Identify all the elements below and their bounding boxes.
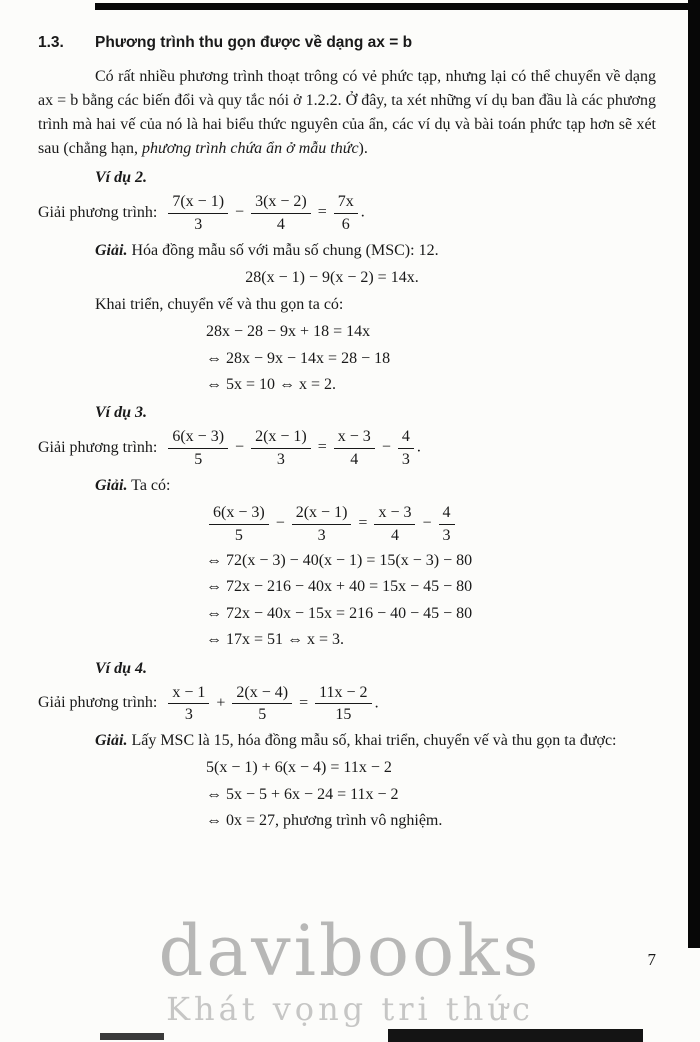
fraction: [398, 427, 414, 469]
section-heading: [38, 34, 656, 52]
scan-artifact-bottom-mark: [100, 1033, 164, 1040]
fraction-denominator: 3: [184, 706, 193, 724]
fraction-numerator: 4: [439, 503, 455, 525]
solution-label: Giải.: [95, 477, 128, 495]
math-line: [206, 784, 656, 806]
intro-italic-text: phương trình chứa ẩn ở mẫu thức: [141, 140, 359, 157]
problem-label: Giải phương trình:: [38, 438, 162, 456]
fraction-numerator: 3(x − 2): [251, 192, 311, 214]
scan-artifact-top-edge: [95, 3, 700, 10]
fraction: [439, 503, 455, 545]
math-text: ⇔ 72x − 216 − 40x + 40 = 15x − 45 − 80: [206, 578, 473, 596]
fraction-denominator: 5: [234, 527, 243, 545]
fraction-numerator: 2(x − 1): [292, 503, 352, 525]
example-block: [38, 169, 656, 396]
example-block: [38, 404, 656, 651]
step-text-line: Khai triển, chuyển vế và thu gọn ta có:: [95, 296, 344, 314]
example-block: [38, 660, 656, 833]
fraction: [209, 503, 269, 545]
fraction-denominator: 4: [390, 527, 399, 545]
math-text: −: [418, 514, 436, 532]
math-line: [206, 502, 656, 546]
fraction-numerator: 6(x − 3): [209, 503, 269, 525]
math-line: [206, 629, 656, 651]
fraction: [251, 192, 311, 234]
solution-text: Hóa đồng mẫu số với mẫu số chung (MSC): 12.: [127, 241, 439, 259]
math-line: [206, 757, 656, 779]
fraction-denominator: 3: [401, 451, 410, 469]
math-text: 5(x − 1) + 6(x − 4) = 11x − 2: [206, 759, 392, 777]
math-line: [206, 374, 656, 396]
math-text: ⇔ 72x − 40x − 15x = 216 − 40 − 45 − 80: [206, 604, 473, 622]
fraction-numerator: 2(x − 1): [251, 427, 311, 449]
watermark-slogan-text: Khát vọng tri thức: [166, 990, 534, 1028]
math-line: [206, 550, 656, 572]
fraction: [168, 427, 228, 469]
fraction-denominator: 15: [335, 706, 352, 724]
math-text: −: [231, 438, 249, 456]
math-text: =: [354, 514, 372, 532]
solution-label: Giải.: [95, 241, 128, 259]
section-title: Phương trình thu gọn được về dạng ax = b: [95, 34, 413, 51]
math-text: =: [295, 694, 313, 712]
fraction: [334, 427, 375, 469]
fraction-numerator: x − 1: [168, 683, 209, 705]
solution-label: Giải.: [95, 732, 128, 750]
problem-line: [38, 191, 656, 235]
fraction-denominator: 3: [442, 527, 451, 545]
solution-paragraph: [38, 239, 656, 263]
math-text: ⇔ 72(x − 3) − 40(x − 1) = 15(x − 3) − 80: [206, 552, 473, 569]
math-line: [38, 267, 626, 289]
fraction-denominator: 3: [317, 527, 326, 545]
math-text: −: [271, 514, 289, 532]
fraction-numerator: 11x − 2: [315, 683, 371, 705]
intro-text-1: Có rất nhiều phương trình thoạt trông có vẻ phức tạp, nhưng lại có thể chuyển về dạng ax = b bằng các biến đổi và quy tắc nói ở 1.2.2. Ở đây, ta xét những ví dụ ban đầu là các phương trình mà hai vế của nó là hai biểu thức nguyên của ẩn, các ví dụ và bài toán phức tạp hơn sẽ xét sau (chẳng hạn,: [38, 68, 656, 157]
math-text: ⇔ 5x − 5 + 6x − 24 = 11x − 2: [206, 785, 399, 803]
fraction-numerator: 2(x − 4): [232, 683, 292, 705]
fraction-denominator: 4: [276, 215, 285, 233]
math-text: ⇔ 28x − 9x − 14x = 28 − 18: [206, 349, 391, 367]
fraction-numerator: 7x: [334, 192, 358, 214]
fraction-denominator: 6: [341, 215, 350, 233]
math-text: .: [374, 694, 379, 712]
math-text: .: [416, 438, 421, 456]
math-text: ⇔ 0x = 27, phương trình vô nghiệm.: [206, 812, 443, 830]
fraction: [251, 427, 311, 469]
watermark-logo-text: davibooks: [158, 910, 542, 992]
example-heading: Ví dụ 4.: [95, 659, 148, 677]
fraction-numerator: x − 3: [334, 427, 375, 449]
fraction: [168, 683, 209, 725]
example-heading: Ví dụ 2.: [95, 169, 148, 186]
math-line: [206, 321, 656, 343]
fraction: [315, 683, 371, 725]
math-text: ⇔ 5x = 10 ⇔ x = 2.: [206, 375, 337, 393]
solution-text: Ta có:: [127, 477, 171, 495]
math-line: [206, 576, 656, 598]
examples-container: [38, 169, 656, 833]
fraction: [168, 192, 228, 234]
solution-paragraph: [38, 474, 656, 498]
math-line: [206, 810, 656, 832]
watermark: [0, 910, 700, 1028]
math-text: =: [313, 438, 331, 456]
scan-artifact-bottom-strip: [388, 1029, 643, 1042]
math-text: −: [231, 203, 249, 221]
scan-artifact-right-edge: [688, 0, 700, 948]
page-number: 7: [647, 950, 656, 969]
fraction-denominator: 5: [194, 451, 203, 469]
math-text: =: [313, 203, 331, 221]
fraction: [334, 192, 358, 234]
fraction-denominator: 5: [258, 706, 267, 724]
math-text: 28(x − 1) − 9(x − 2) = 14x.: [245, 268, 419, 286]
section-number: 1.3.: [38, 34, 64, 51]
fraction: [374, 503, 415, 545]
math-text: −: [377, 438, 395, 456]
math-line: [206, 603, 656, 625]
math-line: [206, 348, 656, 370]
problem-label: Giải phương trình:: [38, 203, 162, 221]
fraction-numerator: 6(x − 3): [168, 427, 228, 449]
fraction-denominator: 3: [194, 215, 203, 233]
fraction-numerator: 4: [398, 427, 414, 449]
math-text: 28x − 28 − 9x + 18 = 14x: [206, 323, 371, 341]
math-text: ⇔ 17x = 51 ⇔ x = 3.: [206, 631, 345, 649]
problem-line: [38, 426, 656, 470]
fraction-numerator: x − 3: [374, 503, 415, 525]
fraction: [232, 683, 292, 725]
fraction-denominator: 3: [276, 451, 285, 469]
problem-line: [38, 682, 656, 726]
page-content: [38, 34, 656, 837]
math-text: +: [212, 694, 230, 712]
math-text: .: [360, 203, 365, 221]
example-heading: Ví dụ 3.: [95, 404, 148, 422]
solution-paragraph: [38, 729, 656, 753]
intro-paragraph: [38, 65, 656, 161]
fraction-numerator: 7(x − 1): [168, 192, 228, 214]
intro-text-2: ).: [358, 140, 368, 157]
fraction-denominator: 4: [350, 451, 359, 469]
fraction: [292, 503, 352, 545]
problem-label: Giải phương trình:: [38, 694, 162, 712]
solution-text: Lấy MSC là 15, hóa đồng mẫu số, khai triển, chuyển vế và thu gọn ta được:: [127, 732, 617, 750]
